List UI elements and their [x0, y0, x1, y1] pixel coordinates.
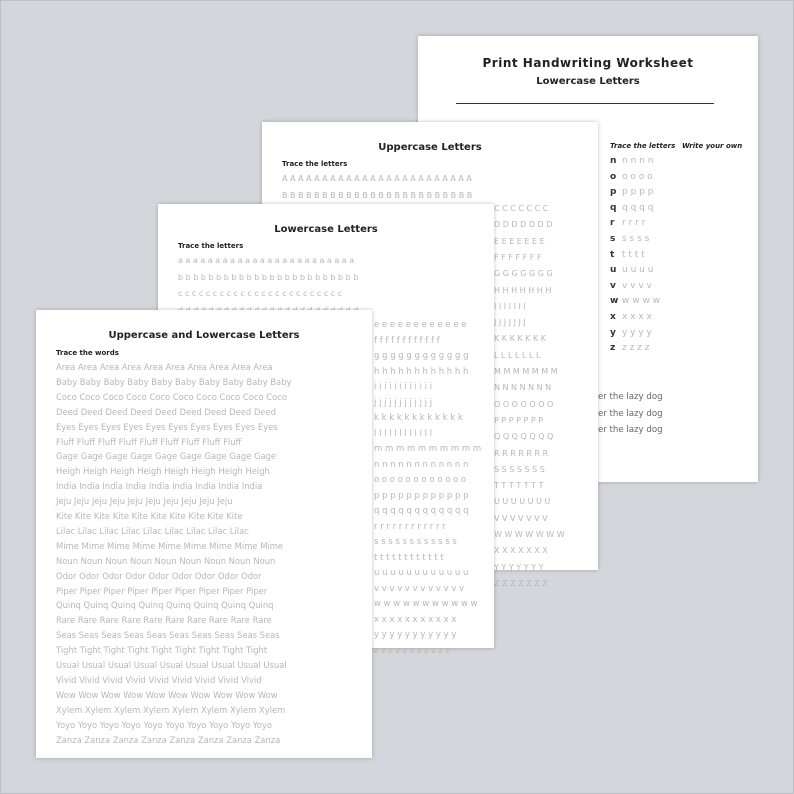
letter-row: f f f f f f f f f f f f: [374, 335, 440, 346]
word-row: Fluff Fluff Fluff Fluff Fluff Fluff Fluff Fluff Fluff: [56, 436, 242, 447]
trace-letters-label: Trace the letters: [610, 142, 676, 150]
letter-row: K K K K K K K: [494, 334, 546, 344]
letter-row: i i i i i i i i i i i i: [374, 382, 433, 392]
letter-row: n n n n n n n n n n n n: [374, 459, 469, 470]
letter-row: P P P P P P P: [494, 415, 544, 425]
trace-letters: y y y y: [622, 327, 652, 338]
letter-row: T T T T T T T: [494, 481, 544, 491]
word-row: Eyes Eyes Eyes Eyes Eyes Eyes Eyes Eyes Eyes Eyes: [56, 421, 278, 432]
word-row: Zanza Zanza Zanza Zanza Zanza Zanza Zanza Zanza: [56, 734, 281, 745]
model-letter: z: [610, 343, 616, 354]
word-row: Vivid Vivid Vivid Vivid Vivid Vivid Vivid Vivid Vivid: [56, 674, 262, 685]
word-row: Piper Piper Piper Piper Piper Piper Piper Piper Piper: [56, 585, 268, 596]
letter-row: V V V V V V V: [494, 513, 548, 523]
trace-letters-label: Trace the letters: [282, 160, 348, 168]
word-row: Yoyo Yoyo Yoyo Yoyo Yoyo Yoyo Yoyo Yoyo Yoyo Yoyo: [56, 719, 273, 730]
letter-row: m m m m m m m m m m: [374, 444, 482, 454]
model-letter: s: [610, 234, 616, 244]
word-row: Xylem Xylem Xylem Xylem Xylem Xylem Xylem Xylem: [56, 704, 286, 715]
trace-letters: p p p p: [622, 187, 654, 198]
worksheet-subtitle: Lowercase Letters: [536, 76, 640, 87]
model-letter: w: [610, 296, 619, 307]
letter-row: I I I I I I I: [494, 301, 526, 311]
letter-row: t t t t t t t t t t t t: [374, 552, 444, 563]
phrase-row: er the lazy dog: [598, 392, 663, 402]
letter-row: D D D D D D D: [494, 220, 553, 230]
letter-row: Q Q Q Q Q Q Q: [494, 432, 554, 442]
word-row: India India India India India India India India India: [56, 481, 263, 492]
letter-row: e e e e e e e e e e e e: [374, 320, 467, 330]
model-letter: t: [610, 249, 615, 260]
letter-row: s s s s s s s s s s s s: [374, 537, 457, 547]
letter-row: l l l l l l l l l l l l: [374, 428, 433, 439]
trace-letters: s s s s: [622, 234, 650, 244]
letter-row: y y y y y y y y y y y: [374, 630, 457, 640]
phrase-row: er the lazy dog: [598, 425, 663, 435]
letter-row: v v v v v v v v v v v v: [374, 583, 465, 594]
letter-row: k k k k k k k k k k k k: [374, 413, 463, 423]
trace-letters: n n n n: [622, 156, 654, 166]
letter-row: Z Z Z Z Z Z Z: [494, 578, 548, 588]
letter-row: b b b b b b b b b b b b b b b b b b b b b b b b: [178, 272, 359, 282]
word-row: Noun Noun Noun Noun Noun Noun Noun Noun Noun: [56, 555, 276, 566]
letter-row: a a a a a a a a a a a a a a a a a a a a a a a a: [178, 256, 355, 265]
trace-letters: w w w w: [622, 296, 661, 307]
letter-row: c c c c c c c c c c c c c c c c c c c c c c c c: [178, 289, 343, 298]
word-row: Heigh Heigh Heigh Heigh Heigh Heigh Heigh Heigh: [56, 466, 270, 477]
write-your-own-label: Write your own: [682, 142, 743, 150]
worksheet-title: Lowercase Letters: [274, 224, 378, 235]
word-row: Jeju Jeju Jeju Jeju Jeju Jeju Jeju Jeju Jeju Jeju: [56, 496, 233, 507]
letter-row: u u u u u u u u u u u u: [374, 568, 469, 578]
model-letter: o: [610, 171, 617, 182]
trace-letters-label: Trace the letters: [178, 242, 244, 250]
trace-words-label: Trace the words: [56, 349, 119, 357]
letter-row: E E E E E E E: [494, 236, 545, 246]
letter-row: R R R R R R R: [494, 448, 549, 458]
letter-row: N N N N N N N: [494, 383, 552, 393]
title-rule: [456, 103, 714, 104]
letter-row: o o o o o o o o o o o o: [374, 475, 467, 485]
word-row: Kite Kite Kite Kite Kite Kite Kite Kite Kite Kite: [56, 511, 243, 521]
letter-row: h h h h h h h h h h h h: [374, 366, 469, 377]
worksheet-title: Uppercase Letters: [378, 142, 482, 153]
letter-row: O O O O O O O: [494, 399, 554, 409]
word-row: Deed Deed Deed Deed Deed Deed Deed Deed Deed: [56, 406, 276, 417]
trace-letters: z z z z: [622, 343, 650, 354]
word-row: Lilac Lilac Lilac Lilac Lilac Lilac Lilac Lilac Lilac: [56, 525, 249, 536]
letter-row: B B B B B B B B B B B B B B B B B B B B B B B B: [282, 191, 473, 200]
letter-row: j j j j j j j j j j j j: [374, 397, 433, 408]
trace-letters: u u u u: [622, 265, 654, 276]
letter-row: A A A A A A A A A A A A A A A A A A A A A A A A: [282, 174, 472, 183]
word-row: Gage Gage Gage Gage Gage Gage Gage Gage Gage: [56, 451, 277, 462]
letter-row: r r r r r r r r r r r r: [374, 521, 446, 532]
trace-letters: v v v v: [622, 280, 652, 291]
trace-letters: q q q q: [622, 202, 654, 213]
letter-row: W W W W W W W: [494, 530, 565, 539]
letter-row: p p p p p p p p p p p p: [374, 490, 469, 501]
model-letter: v: [610, 280, 616, 291]
letter-row: g g g g g g g g g g g g: [374, 351, 469, 361]
word-row: Mime Mime Mime Mime Mime Mime Mime Mime Mime: [56, 540, 284, 551]
letter-row: w w w w w w w w w w w: [374, 599, 478, 609]
word-row: Wow Wow Wow Wow Wow Wow Wow Wow Wow Wow: [56, 689, 278, 700]
phrase-row: er the lazy dog: [598, 408, 663, 419]
letter-row: H H H H H H H: [494, 285, 552, 295]
letter-row: x x x x x x x x x x x: [374, 614, 457, 625]
word-row: Usual Usual Usual Usual Usual Usual Usual Usual Usual: [56, 660, 287, 670]
letter-row: q q q q q q q q q q q q: [374, 506, 469, 516]
trace-letters: x x x x: [622, 312, 652, 322]
letter-row: G G G G G G G: [494, 269, 553, 279]
model-letter: p: [610, 187, 617, 198]
worksheet-title: Uppercase and Lowercase Letters: [108, 330, 300, 341]
word-row: Rare Rare Rare Rare Rare Rare Rare Rare Rare Rare: [56, 615, 272, 626]
model-letter: q: [610, 202, 617, 213]
letter-row: C C C C C C C: [494, 204, 549, 213]
word-row: Tight Tight Tight Tight Tight Tight Tight Tight Tight: [56, 645, 268, 656]
worksheet-upper-and-lowercase: [36, 310, 372, 758]
word-row: Area Area Area Area Area Area Area Area Area Area: [56, 362, 273, 372]
word-row: Odor Odor Odor Odor Odor Odor Odor Odor Odor: [56, 570, 262, 581]
word-row: Coco Coco Coco Coco Coco Coco Coco Coco Coco Coco: [56, 391, 287, 402]
letter-row: S S S S S S S: [494, 464, 545, 474]
letter-row: Y Y Y Y Y Y Y: [494, 562, 544, 572]
model-letter: u: [610, 265, 617, 276]
word-row: Seas Seas Seas Seas Seas Seas Seas Seas Seas Seas: [56, 630, 280, 641]
word-row: Quinq Quinq Quinq Quinq Quinq Quinq Quinq Quinq: [56, 600, 274, 611]
trace-letters: o o o o: [622, 171, 653, 182]
letter-row: U U U U U U U: [494, 497, 551, 507]
letter-row: M M M M M M M: [494, 367, 558, 376]
letter-row: F F F F F F F: [494, 252, 542, 262]
word-row: Baby Baby Baby Baby Baby Baby Baby Baby Baby Baby: [56, 376, 292, 387]
letter-row: X X X X X X X: [494, 546, 548, 556]
letter-row: J J J J J J J: [494, 318, 526, 328]
letter-row: L L L L L L L: [494, 350, 541, 360]
worksheet-title: Print Handwriting Worksheet: [482, 56, 694, 70]
model-letter: r: [610, 218, 615, 229]
trace-letters: t t t t: [622, 249, 645, 260]
model-letter: n: [610, 156, 617, 166]
model-letter: y: [610, 327, 616, 338]
letter-row: z z z z z z z z z z z: [374, 645, 451, 656]
model-letter: x: [610, 312, 616, 322]
trace-letters: r r r r: [622, 218, 646, 229]
